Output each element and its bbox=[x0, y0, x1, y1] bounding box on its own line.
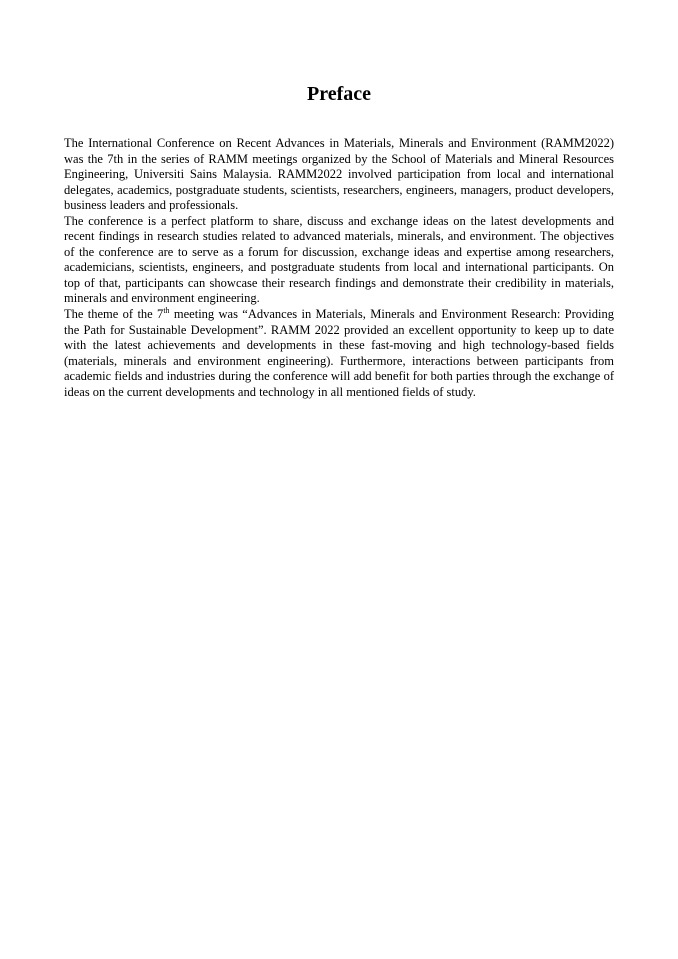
preface-body bbox=[64, 136, 614, 400]
paragraph-1: The International Conference on Recent Advances in Materials, Minerals and Environment (RAMM2022) was the 7th in the series of RAMM meetings organized by the School of Materials and Mineral Resources Engineering, Universiti Sains Malaysia. RAMM2022 involved participation from local and international delegates, academics, postgraduate students, scientists, researchers, engineers, managers, product developers, business leaders and professionals. bbox=[64, 136, 614, 213]
paragraph-2: The conference is a perfect platform to share, discuss and exchange ideas on the latest developments and recent findings in research studies related to advanced materials, minerals, and environment. The objectives of the conference are to serve as a forum for discussion, exchange ideas and expertise among researchers, academicians, scientists, engineers, and postgraduate students from local and international participants. On top of that, participants can showcase their research findings and demonstrate their credibility in materials, minerals and environment engineering. bbox=[64, 213, 614, 306]
paragraph-3-lead: The theme of the 7 bbox=[64, 307, 164, 322]
page-title: Preface bbox=[306, 83, 372, 105]
paragraph-3-rest: meeting was “Advances in Materials, Minerals and Environment Research: Providing the Path for Sustainable Development”. RAMM 2022 provided an excellent opportunity to keep up to date with the latest achievements and developments in these fast-moving and high technology-based fields (materials, minerals and environment engineering). Furthermore, interactions between participants from academic fields and industries during the conference will add benefit for both parties through the exchange of ideas on the current developments and technology in all mentioned fields of study. bbox=[64, 307, 614, 399]
paragraph-3 bbox=[64, 307, 614, 400]
ordinal-superscript: th bbox=[163, 306, 170, 316]
